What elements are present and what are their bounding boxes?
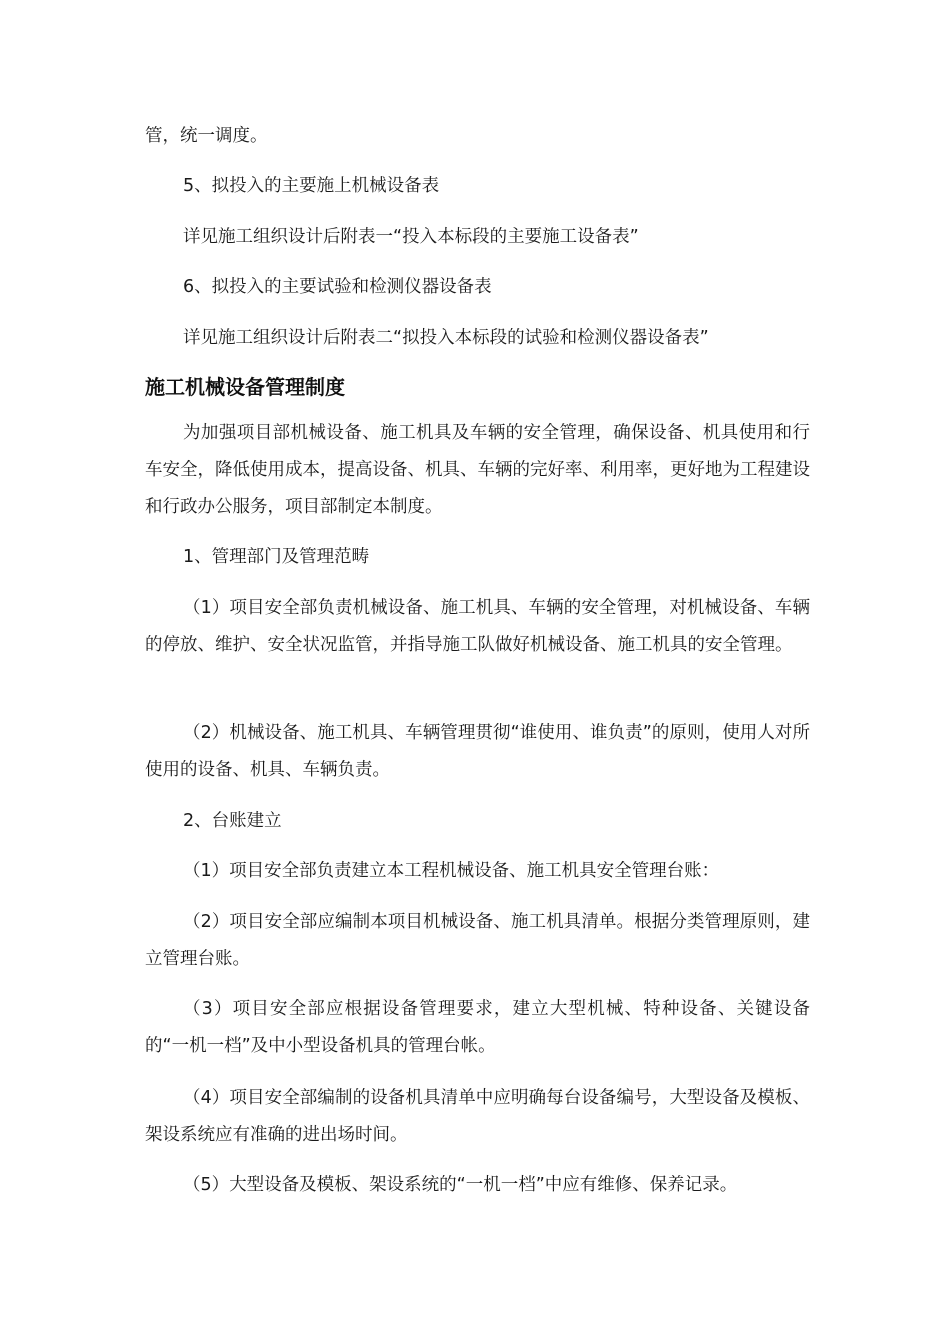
- paragraph-1-1: （1）项目安全部负责机械设备、施工机具、车辆的安全管理，对机械设备、车辆的停放、维护、安全状况监管，并指导施工队做好机械设备、施工机具的安全管理。: [145, 598, 810, 655]
- paragraph-1-2: （2）机械设备、施工机具、车辆管理贯彻“谁使用、谁负责”的原则，使用人对所使用的设备、机具、车辆负责。: [145, 723, 810, 780]
- paragraph-2-3: （3）项目安全部应根据设备管理要求，建立大型机械、特种设备、关键设备的“一机一档”及中小型设备机具的管理台帐。: [145, 999, 810, 1056]
- paragraph-2-1: （1）项目安全部负责建立本工程机械设备、施工机具安全管理台账：: [183, 861, 720, 881]
- section-heading: 施工机械设备管理制度: [145, 375, 345, 399]
- paragraph-2-2: （2）项目安全部应编制本项目机械设备、施工机具清单。根据分类管理原则，建立管理台账。: [145, 912, 810, 969]
- paragraph-item-5: 5、拟投入的主要施上机械设备表: [183, 176, 440, 196]
- paragraph-item-6: 6、拟投入的主要试验和检测仪器设备表: [183, 277, 492, 297]
- paragraph-subheading-2: 2、台账建立: [183, 811, 282, 831]
- paragraph-2-5: （5）大型设备及模板、架设系统的“一机一档”中应有维修、保养记录。: [183, 1175, 738, 1195]
- paragraph-item-5-detail: 详见施工组织设计后附表一“投入本标段的主要施工设备表”: [183, 227, 639, 247]
- paragraph-2-4: （4）项目安全部编制的设备机具清单中应明确每台设备编号，大型设备及模板、架设系统应有准确的进出场时间。: [145, 1088, 810, 1145]
- paragraph-item-6-detail: 详见施工组织设计后附表二“拟投入本标段的试验和检测仪器设备表”: [183, 328, 709, 348]
- paragraph-continuation: 管，统一调度。: [145, 126, 268, 146]
- paragraph-subheading-1: 1、管理部门及管理范畴: [183, 547, 370, 567]
- paragraph-intro: 为加强项目部机械设备、施工机具及车辆的安全管理，确保设备、机具使用和行车安全，降低使用成本，提高设备、机具、车辆的完好率、利用率，更好地为工程建设和行政办公服务，项目部制定本制度。: [145, 423, 810, 517]
